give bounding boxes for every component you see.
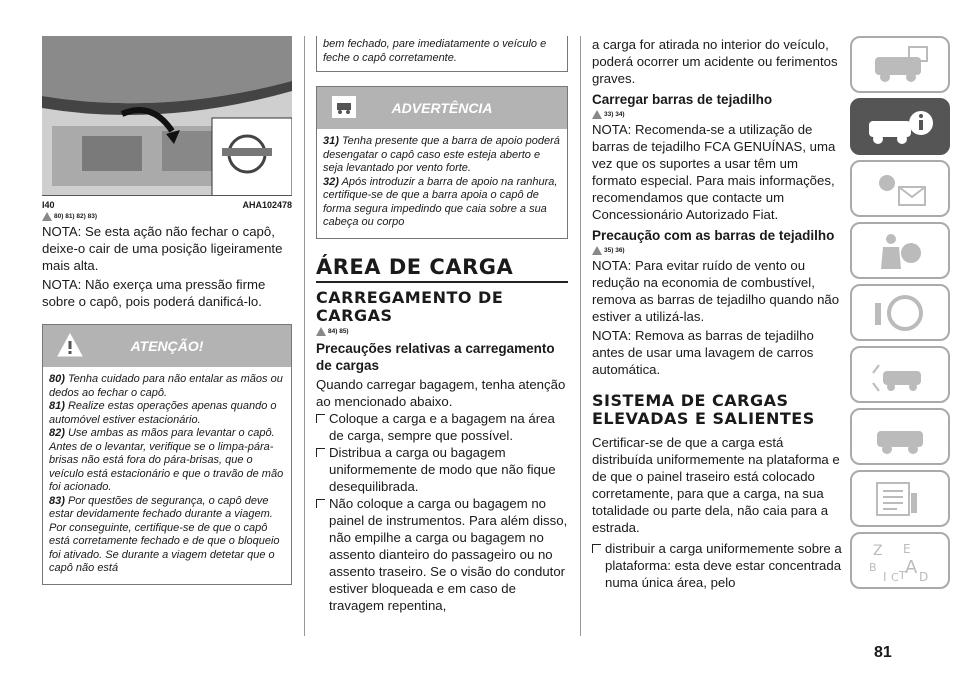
subsection-title: Carregar barras de tejadilho [592, 92, 773, 107]
figure-label: I40 [42, 200, 55, 210]
page-number: 81 [874, 644, 892, 661]
index-az-icon [865, 539, 935, 583]
subsection-title: Precaução com as barras de tejadilho [592, 228, 835, 243]
nav-index[interactable] [850, 532, 950, 589]
warning-triangle-icon [592, 110, 602, 119]
car-overview-icon [869, 45, 931, 85]
body-paragraph: a carga for atirada no interior do veículo, poderá ocorrer um acidente ou ferimentos graves. [592, 37, 838, 86]
technical-data-icon [869, 479, 931, 519]
nav-warning-lights[interactable] [850, 160, 950, 217]
warning-triangle-icon [316, 327, 326, 336]
column-1 [42, 36, 292, 585]
svg-text:I: I [883, 569, 887, 583]
list-item: Não coloque a carga ou bagagem no painel de instrumentos. Para além disso, não empilhe a carga ou bagagem no assento dianteiro do passageiro ou no assento traseiro. Se o visão do condutor estiver bloqueada e em caso de travagem repentina, [316, 495, 568, 614]
svg-text:C: C [891, 570, 899, 583]
nav-car-info[interactable] [850, 98, 950, 155]
svg-text:D: D [919, 569, 929, 583]
note-paragraph: NOTA: Não exerça uma pressão firme sobre o capô, pois poderá danificá-lo. [42, 277, 266, 309]
warning-triangle-icon [592, 246, 602, 255]
nav-safety[interactable] [850, 222, 950, 279]
list-item: Coloque a carga e a bagagem na área de carga, sempre que possível. [316, 410, 568, 444]
steering-wheel-icon [869, 293, 931, 333]
section-title: SISTEMA DE CARGAS ELEVADAS E SALIENTES [592, 391, 815, 428]
chapter-title: ÁREA DE CARGA [316, 255, 568, 283]
warning-triangle-icon [42, 212, 52, 221]
section-title: CARREGAMENTO DE CARGAS [316, 287, 504, 325]
warning-item: 81) Realize estas operações apenas quando o automóvel estiver estacionário. [49, 400, 277, 426]
advertencia-title: ADVERTÊNCIA [391, 100, 493, 116]
svg-text:Z: Z [873, 542, 883, 559]
advertencia-item: 31) Tenha presente que a barra de apoio poderá desengatar o capô caso este esteja aberto e seja levantado por vento forte. [323, 135, 560, 174]
note-paragraph: NOTA: Recomenda-se a utilização de barras de tejadilho FCA GENUÍNAS, uma vez que os suportes a usar têm um formato especial. Para mais informações, recomendamos que contacte um Concessionário Autorizado Fiat. [592, 122, 836, 222]
warning-item: 80) Tenha cuidado para não entalar as mãos ou dedos ao fechar o capô. [49, 373, 283, 399]
advertencia-item: 32) Após introduzir a barra de apoio na ranhura, certifique-se de que a barra apoia o capô de forma segura impedindo que caia sobre a sua cabeça ou corpo [323, 175, 558, 228]
subsection-title: Precauções relativas a carregamento de cargas [316, 340, 555, 373]
chapter-nav-sidebar [850, 36, 956, 594]
svg-text:E: E [903, 541, 911, 556]
note-paragraph: NOTA: Remova as barras de tejadilho antes de usar uma lavagem de carros automática. [592, 328, 814, 377]
car-hazard-icon [331, 95, 357, 119]
note-paragraph: NOTA: Se esta ação não fechar o capô, deixe-o cair de uma posição ligeiramente mais alta. [42, 224, 283, 273]
svg-text:T: T [899, 568, 906, 582]
car-service-icon [869, 417, 931, 457]
list-item: Distribua a carga ou bagagem uniformemente de modo que não fique desequilibrada. [316, 444, 568, 495]
warning-box-continued: bem fechado, pare imediatamente o veículo e feche o capô corretamente. [316, 36, 568, 72]
body-paragraph: Certificar-se de que a carga está distribuída uniformemente na plataforma e de que o painel traseiro está colocado corretamente, para que a carga, na sua totalidade ou parte dela, não caia para a estrada. [592, 435, 840, 535]
list-item: distribuir a carga uniformemente sobre a plataforma: esta deve estar concentrada numa única área, pelo [592, 540, 842, 591]
body-paragraph: Quando carregar bagagem, tenha atenção ao mencionado abaixo. [316, 376, 566, 409]
warning-triangle-icon [57, 333, 83, 357]
hood-illustration [42, 36, 292, 196]
nav-technical-data[interactable] [850, 470, 950, 527]
warning-item: 83) Por questões de segurança, o capô deve estar devidamente fechado durante a viagem. Por conseguinte, certifique-se de que o capô está corretamente fechado e de que o bloqueio foi ativado. Se durante a viagem detetar que o capô não está [49, 494, 280, 574]
advertencia-box [316, 86, 568, 239]
nav-service[interactable] [850, 408, 950, 465]
svg-text:A: A [905, 556, 918, 578]
car-start-icon [869, 355, 931, 395]
engine-hood-figure [42, 36, 292, 196]
warning-item: 82) Use ambas as mãos para levantar o capô. Antes de o levantar, verifique se o limpa-pára-brisas não está fora do pára-brisas, que o veículo está estacionário e que o travão de mão foi acionado. [49, 427, 284, 493]
nav-driving[interactable] [850, 284, 950, 341]
reference-markers: 84) 85) [316, 327, 568, 336]
reference-markers: 33) 34) [592, 110, 842, 119]
figure-code: AHA102478 [242, 200, 292, 210]
reference-markers: 80) 81) 82) 83) [42, 212, 292, 221]
warning-lights-icon [869, 169, 931, 209]
nav-car-overview[interactable] [850, 36, 950, 93]
warning-box [42, 324, 292, 585]
safety-airbag-icon [869, 231, 931, 271]
column-2 [316, 36, 568, 614]
nav-emergency[interactable] [850, 346, 950, 403]
column-3 [592, 36, 842, 591]
warning-title: ATENÇÃO! [130, 338, 204, 354]
note-paragraph: NOTA: Para evitar ruído de vento ou redução na economia de combustível, remova as barras de tejadilho quando não estiver a utilizá-las. [592, 258, 840, 324]
reference-markers: 35) 36) [592, 246, 842, 255]
car-info-icon [865, 107, 935, 147]
svg-text:B: B [869, 560, 877, 574]
